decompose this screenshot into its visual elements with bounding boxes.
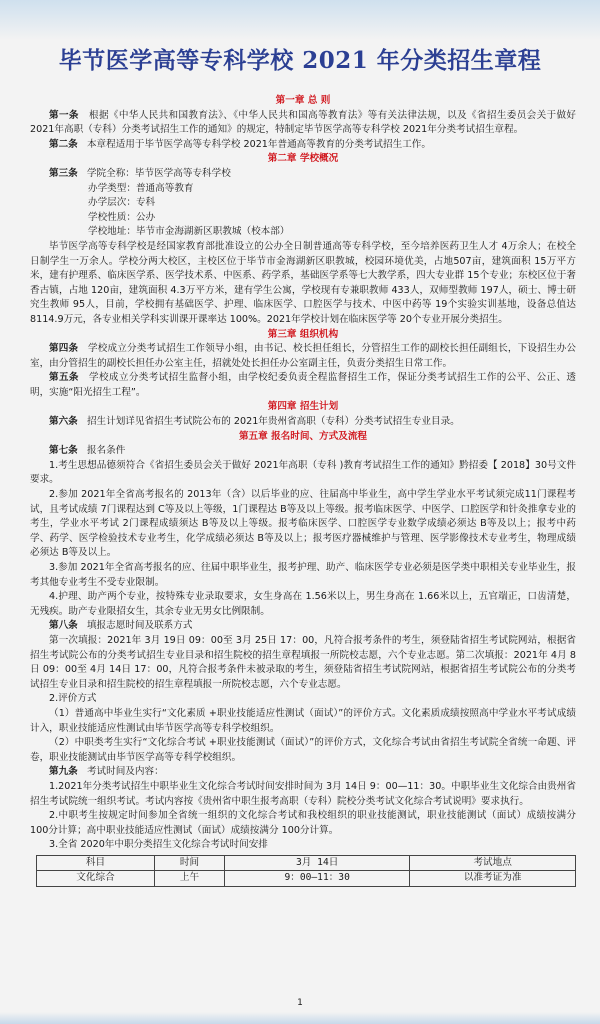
article-label: 第六条 [49, 416, 78, 428]
article-1 [30, 109, 576, 138]
chapter-2-heading: 第二章 学校概况 [267, 153, 339, 165]
info-value: 毕节医学高等专科学校 [134, 167, 231, 179]
exam-item-3: 3.全省 2020年中职分类招生文化综合考试时间安排 [49, 839, 268, 851]
article-text: 考试时间及内容： [86, 766, 164, 778]
article-4 [30, 342, 576, 371]
condition-2: 2.参加 2021年全省高考报名的 2013年（含）以后毕业的应、往届高中毕业生，高中学生学业水平考试须完成11门课程考试，且考试成绩 7门课程达到 C等及以上等级，1门课程达 B等及以上等级。报考临床医学、中医学、口腔医学和针灸推拿专业的考生，学业水平考试 2门课程成绩须达 B等及以上等级。报考临床医学、口腔医学专业数学成绩必须达 B等及以上；报考中药学、药学、医学检验技术专业考生，化学成绩必须达 B等及以上；报考医疗器械维护与管理、医学影像技术专业考生，物理成绩必须达 B等及以上。 [30, 489, 576, 559]
article-text: 本章程适用于毕节医学高等专科学校 2021年普通高等教育的分类考试招生工作。 [86, 138, 431, 150]
school-info-row [30, 211, 576, 226]
article-label: 第二条 [49, 138, 78, 150]
table-row [37, 871, 576, 887]
article-label: 第五条 [49, 372, 79, 384]
table-header-cell: 考试地点 [410, 855, 576, 871]
document-body [30, 94, 576, 887]
condition-3: 3.参加 2021年全省高考报名的应、往届中职毕业生，报考护理、助产、临床医学专业必须是医学类中职相关专业毕业生，报考其他专业考生不受专业限制。 [30, 562, 576, 588]
exam-schedule-table [36, 855, 576, 887]
article-8 [30, 619, 576, 634]
article-9 [30, 765, 576, 780]
article-2 [30, 138, 576, 153]
chapter-3-heading: 第三章 组织机构 [267, 328, 339, 340]
info-value: 普通高等教育 [135, 182, 194, 194]
footer-band [0, 1012, 600, 1024]
chapter-5-heading: 第五章 报名时间、方式及流程 [238, 430, 368, 442]
table-header-row [37, 855, 576, 871]
info-value: 公办 [135, 211, 156, 223]
exam-item-1: 1.2021年分类考试招生中职毕业生文化综合考试时间安排时间为 3月 14日 9：00—11：30。中职毕业生文化综合由贵州省招生考试院统一组织考试。考试内容按《贵州省中职生报考高职（专科）院校分类考试文化综合考试说明》要求执行。 [30, 780, 576, 807]
evaluation-2: （2）中职类考生实行“文化综合考试 +职业技能测试（面试）”的评价方式，文化综合考试由省招生考试院全省统一命题、评卷，职业技能测试由毕节医学高等专科学校组织。 [30, 737, 576, 763]
header-band [0, 0, 600, 40]
chapter-1-heading: 第一章 总 则 [275, 95, 331, 106]
table-cell: 以准考证为准 [410, 871, 576, 887]
table-cell: 9：00—11：30 [225, 871, 410, 887]
school-info-row [30, 196, 576, 211]
exam-item-2: 2.中职考生按规定时间参加全省统一组织的文化综合考试和我校组织的职业技能测试，职业技能测试（面试）成绩按满分 100分计算；高中职业技能适应性测试（面试）成绩按满分 100分计算。 [30, 810, 576, 836]
article-text: 根据《中华人民共和国教育法》、《中华人民共和国高等教育法》等有关法律法规，以及《省招生委员会关于做好 2021年高职（专科）分类考试招生工作的通知》的规定，特制定毕节医学高等专科学校 2021年分类考试招生章程。 [30, 109, 577, 136]
chapter-4-heading: 第四章 招生计划 [267, 401, 339, 413]
article-text: 报名条件 [86, 445, 126, 457]
article-label: 第八条 [49, 620, 78, 632]
article-text: 学校成立分类考试招生工作领导小组，由书记、校长担任组长，分管招生工作的副校长担任副组长，下设招生办公室，由分管招生的副校长担任办公室主任，招就处处长担任办公室副主任，负责分类招生日常工作。 [30, 343, 577, 369]
info-key: 学校地址： [88, 226, 136, 238]
info-value: 专科 [135, 197, 156, 209]
article-label: 第四条 [49, 343, 79, 355]
school-info-row [30, 182, 576, 197]
info-key: 学校性质： [88, 211, 136, 223]
volunteer-schedule: 第一次填报：2021年 3月 19日 09：00至 3月 25日 17：00，凡符合报考条件的考生，须登陆省招生考试院网站，根据省招生考试院公布的分类考试招生专业目录和招生院校的招生章程填报一所院校志愿，六个专业志愿。第二次填报：2021年 4月 8日 09：00至 4月 14日 17：00，凡符合报考条件未被录取的考生，须登陆省招生考试院网站，根据省招生考试院公布的分类考试招生专业目录和招生院校的招生章程填报一所院校志愿，六个专业志愿。 [30, 634, 576, 690]
article-label: 第三条 [49, 167, 78, 179]
info-value: 毕节市金海湖新区职教城（校本部） [135, 226, 290, 238]
info-key: 办学层次： [88, 197, 136, 209]
table-header-cell: 3月 14日 [225, 855, 410, 871]
page-number: 1 [297, 998, 303, 1008]
info-key: 学院全称： [86, 167, 135, 179]
info-key: 办学类型： [88, 182, 136, 194]
condition-4: 4.护理、助产两个专业，按特殊专业录取要求，女生身高在 1.56米以上，男生身高在 1.66米以上，五官端正，口齿清楚，无残疾。助产专业限招女生，其余专业无男女比例限制。 [30, 591, 576, 617]
article-label: 第九条 [49, 766, 78, 778]
article-text: 学校成立分类考试招生监督小组，由学校纪委负责全程监督招生工作，保证分类考试招生工作的公平、公正、透明，实施“阳光招生工程”。 [30, 372, 577, 398]
article-label: 第七条 [49, 445, 78, 457]
evaluation-1: （1）普通高中毕业生实行“文化素质 +职业技能适应性测试（面试）”的评价方式。文化素质成绩按照高中学业水平考试成绩计入，职业技能适应性测试由毕节医学高等专科学校组织。 [30, 707, 576, 734]
condition-1: 1.考生思想品德须符合《省招生委员会关于做好 2021年高职（专科 )教育考试招生工作的通知》黔招委【 2018】30号文件要求。 [30, 459, 576, 486]
table-header-cell: 科目 [37, 855, 155, 871]
article-text: 招生计划详见省招生考试院公布的 2021年贵州省高职（专科）分类考试招生专业目录。 [86, 416, 460, 428]
school-info-row [30, 167, 576, 182]
school-intro-paragraph: 毕节医学高等专科学校是经国家教育部批准设立的公办全日制普通高等专科学校，至今培养医药卫生人才 4万余人；在校全日制学生一万余人。学校分两大校区，主校区位于毕节市金海湖新区职教城，校园环境优美，占地507亩，建筑面积 15万平方米，建有护理系、临床医学系、医学技术系、中医系、药学系，基础医学系等七大教学系，四大专业群 15个专业；东校区位于奢香古镇，占地 120亩，建筑面积 4.3万平方米，建有学生公寓，学校现有专兼职教师 433人，双师型教师 197人，硕士、博士研究生教师 95人，目前，学校拥有基础医学、护理、临床医学、口腔医学与技术、中医中药等 19个实验实训基地，设备总值达 8114.9万元，各专业相关学科实训课开课率达 100%。2021年学校计划在临床医学等 20个专业开展分类招生。 [30, 240, 576, 325]
page-title: 毕节医学高等专科学校 2021 年分类招生章程 [58, 47, 542, 74]
article-5 [30, 371, 576, 400]
article-label: 第一条 [49, 109, 79, 121]
article-text: 填报志愿时间及联系方式 [86, 620, 193, 632]
table-cell: 文化综合 [37, 871, 155, 887]
school-info-row [30, 225, 576, 240]
table-cell: 上午 [154, 871, 224, 887]
table-header-cell: 时间 [154, 855, 224, 871]
article-6 [30, 415, 576, 430]
article-7 [30, 444, 576, 459]
evaluation-heading: 2.评价方式 [49, 693, 97, 705]
